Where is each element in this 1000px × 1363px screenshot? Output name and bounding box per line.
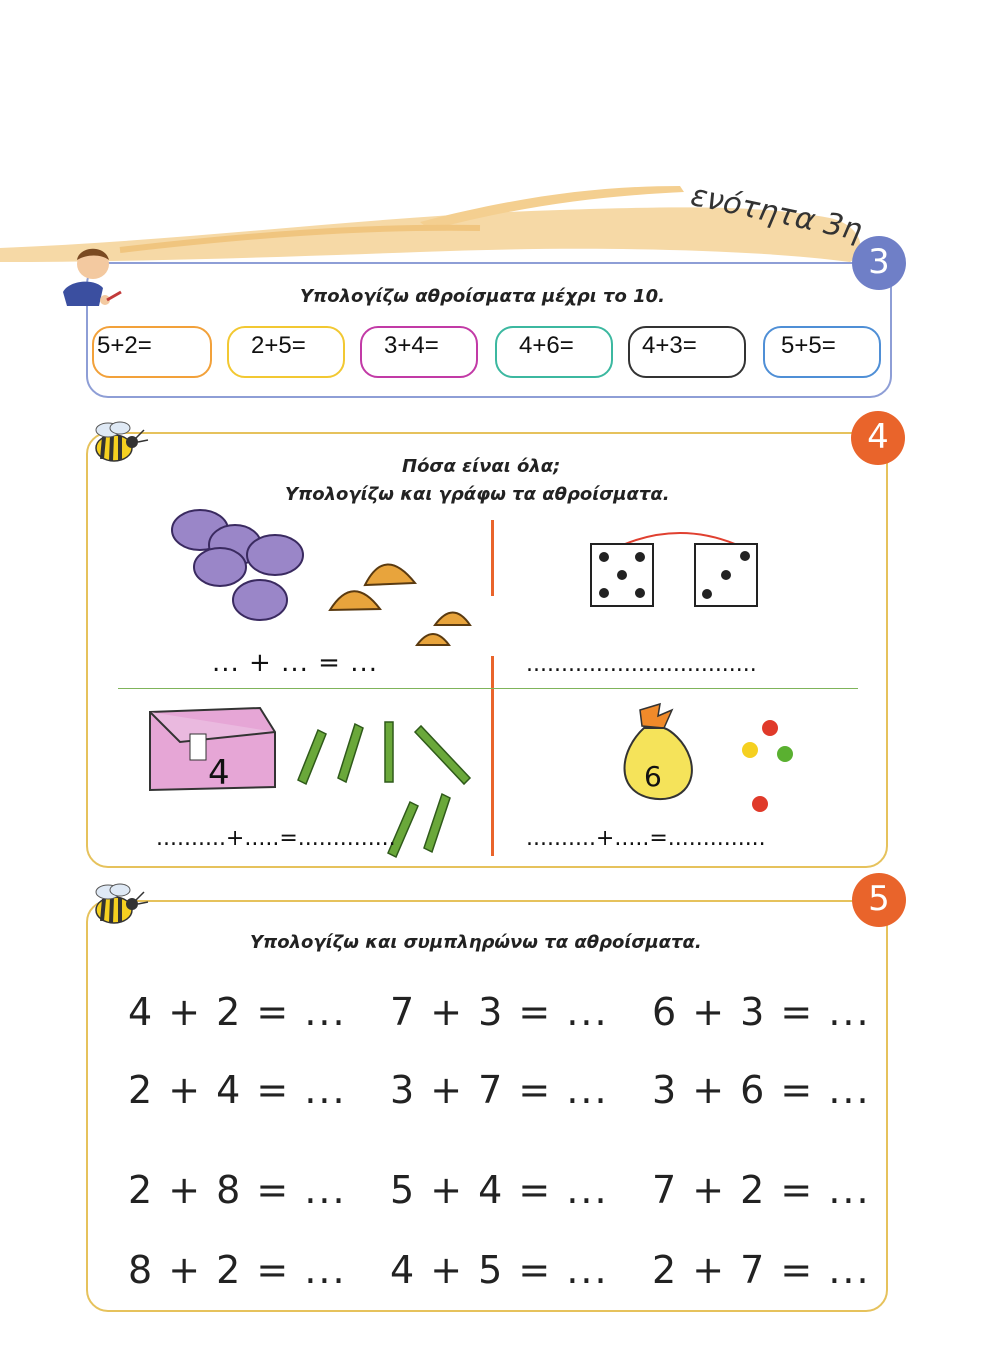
section-4-instruction-line1: Πόσα είναι όλα; xyxy=(402,456,561,477)
equation-r2-c1[interactable]: 2 + 4 = ... xyxy=(128,1068,347,1112)
equation-r4-c3[interactable]: 2 + 7 = ... xyxy=(652,1248,871,1292)
dice-illustration xyxy=(585,522,765,612)
bag-number: 4 xyxy=(208,753,230,793)
shells-illustration xyxy=(165,505,490,655)
unit-title: ενότητα 3η xyxy=(687,178,866,249)
cell-2-answer-blank[interactable]: ................................. xyxy=(526,652,757,677)
grid-divider-horizontal xyxy=(118,688,858,689)
section-4-number: 4 xyxy=(851,411,905,465)
section-3-instruction: Υπολογίζω αθροίσματα μέχρι το 10. xyxy=(300,286,666,307)
equation-r4-c2[interactable]: 4 + 5 = ... xyxy=(390,1248,609,1292)
bee-icon xyxy=(80,880,150,940)
pouch-number: 6 xyxy=(644,760,662,793)
pouch-balls-illustration xyxy=(610,700,810,820)
sum-pill-2[interactable]: 2+5= xyxy=(227,326,345,378)
cell-3-answer-blank[interactable]: ..........+.....=.............. xyxy=(156,826,396,851)
equation-r4-c1[interactable]: 8 + 2 = ... xyxy=(128,1248,347,1292)
bee-icon xyxy=(80,418,150,478)
sum-pill-4[interactable]: 4+6= xyxy=(495,326,613,378)
sum-pill-5[interactable]: 4+3= xyxy=(628,326,746,378)
grid-divider-bottom xyxy=(491,656,494,856)
sum-pill-1[interactable]: 5+2= xyxy=(92,326,212,378)
sum-pill-3[interactable]: 3+4= xyxy=(360,326,478,378)
equation-r3-c3[interactable]: 7 + 2 = ... xyxy=(652,1168,871,1212)
equation-r1-c3[interactable]: 6 + 3 = ... xyxy=(652,990,871,1034)
boy-illustration xyxy=(55,240,125,315)
equation-r2-c3[interactable]: 3 + 6 = ... xyxy=(652,1068,871,1112)
equation-r2-c2[interactable]: 3 + 7 = ... xyxy=(390,1068,609,1112)
cell-1-answer-blank[interactable]: ... + ... = ... xyxy=(212,648,379,678)
section-3-number: 3 xyxy=(852,236,906,290)
equation-r1-c1[interactable]: 4 + 2 = ... xyxy=(128,990,347,1034)
equation-r3-c1[interactable]: 2 + 8 = ... xyxy=(128,1168,347,1212)
section-5-instruction: Υπολογίζω και συμπληρώνω τα αθροίσματα. xyxy=(250,932,702,953)
equation-r1-c2[interactable]: 7 + 3 = ... xyxy=(390,990,609,1034)
section-5-number: 5 xyxy=(852,873,906,927)
grid-divider-top xyxy=(491,520,494,596)
equation-r3-c2[interactable]: 5 + 4 = ... xyxy=(390,1168,609,1212)
section-4-instruction-line2: Υπολογίζω και γράφω τα αθροίσματα. xyxy=(285,484,670,505)
sum-pill-6[interactable]: 5+5= xyxy=(763,326,881,378)
cell-4-answer-blank[interactable]: ..........+.....=.............. xyxy=(526,826,766,851)
